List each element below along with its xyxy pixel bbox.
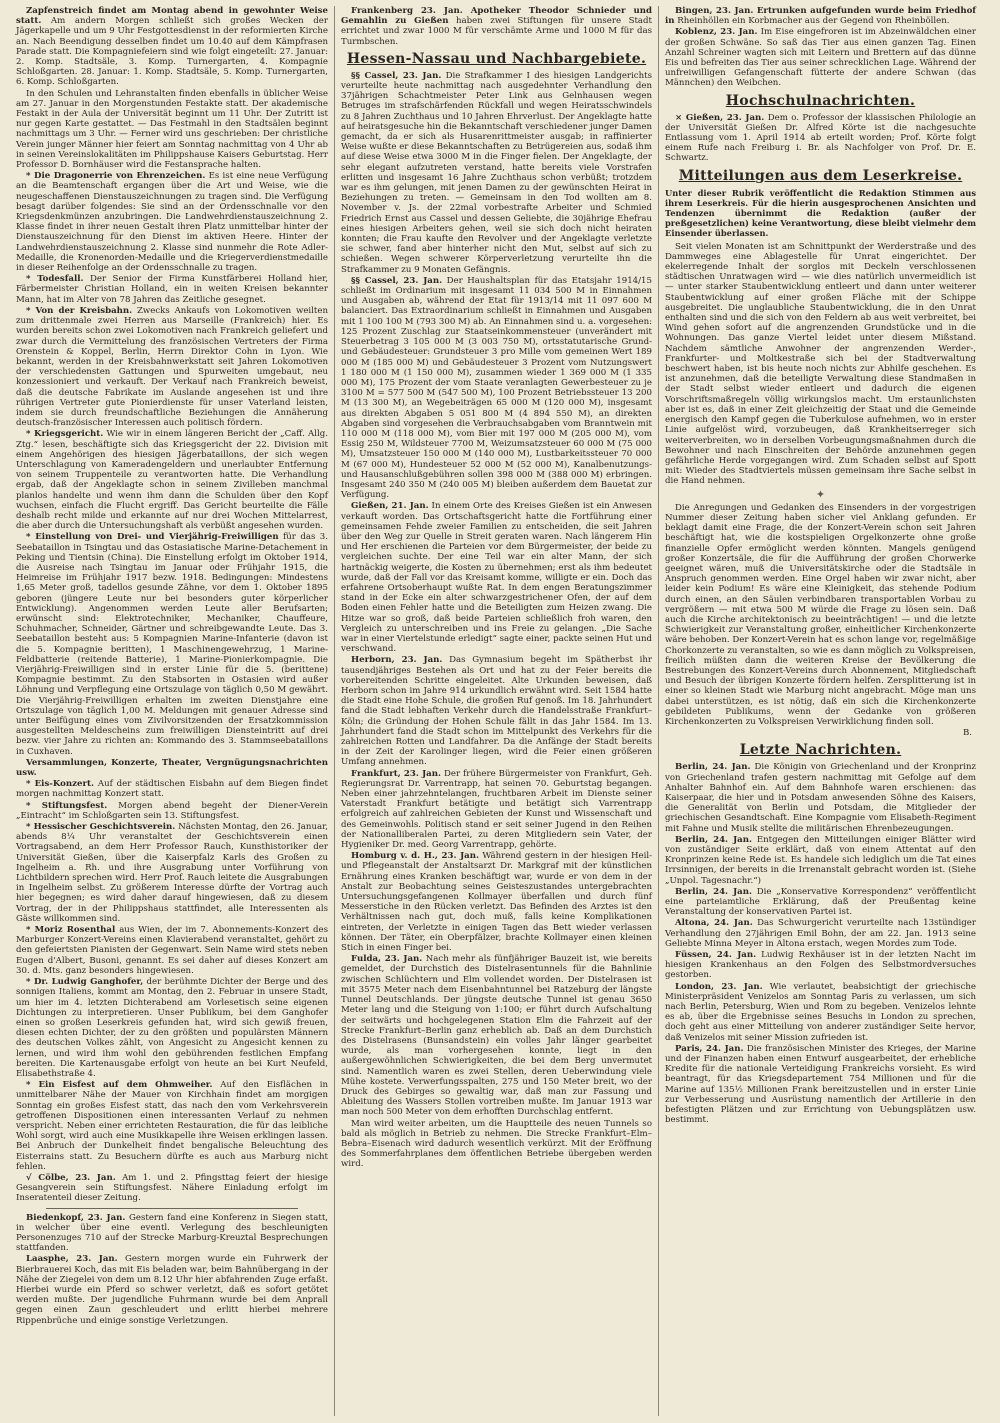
- article-text: Gestern morgen wurde ein Fuhrwerk der Bierbrauerei Koch, das mit Eis beladen war, beim Bahnübergang in der Nähe der Ziegelei von dem um 8.12 Uhr hier abfahrenden Zuge erfaßt. Hierbei wurde ein Pferd so schwer verletzt, daß es sofort getötet werden mußte. Der jugendliche Fuhrmann wurde bei dem Anprall gegen einen Zaun geschleudert und erlitt hierbei mehrere Rippenbrüche und einige sonstige Verletzungen.: [16, 1254, 329, 1326]
- article-dateline: * Eis-Konzert.: [26, 779, 94, 790]
- article-dateline: Berlin, 24. Jan.: [675, 886, 752, 897]
- article-paragraph: [16, 977, 328, 1079]
- section-heading: [665, 93, 976, 109]
- article-paragraph: [341, 6, 652, 47]
- article-dateline: Versammlungen, Konzerte, Theater, Vergnügungsnachrichten usw.: [16, 757, 328, 779]
- article-dateline: × Gießen, 23. Jan.: [675, 112, 765, 123]
- article-paragraph: [665, 1044, 976, 1126]
- article-dateline: * Dr. Ludwig Ganghofer,: [26, 977, 144, 988]
- article-text: Man wird weiter arbeiten, um die Hauptteile des neuen Tunnels so bald als möglich in Betrieb zu nehmen. Die Strecke Frankfurt–Elm–Bebra–Eisenach wird dadurch wesentlich verkürzt. Mit der Eröffnung des Sommerfahrplanes dem öffentlichen Betriebe übergeben werden wird.: [341, 1118, 652, 1170]
- article-dateline: √ Cölbe, 23. Jan.: [26, 1172, 116, 1183]
- section-heading-text: Letzte Nachrichten.: [739, 742, 902, 759]
- article-dateline: §§ Cassel, 23. Jan.: [351, 275, 443, 286]
- article-text: Seit vielen Monaten ist am Schnittpunkt der Werderstraße und des Dammweges eine Ablagestelle für Unrat eingerichtet. Der ekelerregende Inhalt der sorglos mit Deckeln verschlossenen städtischen Unratwagen wird — wie dies natürlich unvermeidlich ist — unter starker Staubentwicklung entleert und dann unter weiterer Staubentwicklung auf einer großen Fläche mit der Schippe ausgebreitet. Die unglaubliche Staubentwicklung, die in den Unrat enthalten sind und die sich von den Feldern ab aus weit verbreitet, bei Wind gehen sofort auf die angrenzenden Grundstücke und in die Wohnungen. Das ganze Viertel leidet unter diesem Mißstand. Nachdem sämtliche Anwohner der angrenzenden Werder-, Frankfurter- und Moltkestraße sich bei der Stadtverwaltung beschwert haben, ist bis heute noch nichts zur Abhilfe geschehen. Es ist anzunehmen, daß die beteiligte Verwaltung diese Standmaßen in der Stadt selbst wieder entleert und dadurch die eigenen Vorschriftsmaßregeln völlig wirkungslos macht. Um erstaunlichsten aber ist es, daß in einer Zeit gleichzeitig der Staat und die Gemeinde energisch den Kampf gegen die Tuberkulose aufnehmen, wo in erster Linie aufgelöst wird, vorzubeugen, daß Krankheitserreger sich weiterverbreiten, wo in derselben Vorbeugungsmaßnahmen durch die Bewohner und nach Einschreiten der Behörde anzunehmen gegen gefährliche Herde vorgegangen wird. Zum Schaden selbst auf Spott mit: Wieder des Stadtviertels müssen gemeinsam ihre Sache selbst in die Hand nehmen.: [665, 241, 976, 487]
- article-text: Es ist eine neue Verfügung an die Beamtenschaft ergangen über die Art und Weise, wie die neugeschaffenen Dienstauszeichnungen zu tragen sind. Die Verfügung besagt darüber folgendes: Sie sind an der Ordensschnalle vor den Kriegsdenkmünzen anzubringen. Die Landwehrdienstauszeichnung 2. Klasse findet in ihrer neuen Gestalt ihren Platz unmittelbar hinter der Dienstauszeichnung für den Dienst im aktiven Heere. Hinter der Landwehrdienstauszeichnung 2. Klasse sind nunmehr die Rote Adler-Medaille, die Kronenorden-Medaille und die Kriegerverdienstmedaille in dieser Reihenfolge an der Ordensschnalle zu tragen.: [16, 171, 329, 274]
- section-heading-text: Mitteilungen aus dem Leserkreise.: [678, 167, 963, 184]
- article-dateline: Altona, 24. Jan.: [675, 918, 753, 929]
- article-paragraph: [16, 801, 328, 821]
- article-text: Die Strafkammer I des hiesigen Landgerichts verurteilte heute nachmittag nach ausgedehnter Verhandlung den 37jährigen Schachtmeister Peter Link aus Gelnhausen wegen Betruges im strafschärfenden Rückfall und wegen Heiratsschwindels zu 8 Jahren Zuchthaus und 10 Jahren Ehrverlust. Der Angeklagte hatte auf heiratsgesuche hin die Bekanntschaft verschiedener junger Damen gemacht, da er sich als Husarenrittmeister ausgab; in raffinierter Weise wußte er diese Bekanntschaften zu Betrügereien aus, sodaß ihm auf diese Weise etwa 3000 M in die Finger fielen. Der Angeklagte, der sehr elegant aufzutreten verstand, hatte bereits viele Vorstrafen erlitten und insgesamt 16 Jahre Zuchthaus schon verbüßt; trotzdem war es ihm gelungen, mit jenen Damen zu der gewünschten Heirat in Beziehungen zu treten. — Gemeinsam in den Tod wollten am 8. November v. Js. der 22mal vorbestrafte Arbeiter und Schmied Friedrich Ernst aus Cassel und dessen Geliebte, die 30jährige Ehefrau eines hiesigen Arbeiters gehen, weil sie sich doch nicht heiraten konnten; die Frau kaufte den Revolver und der Angeklagte verletzte sie schwer, fand aber hinterher nicht den Mut, selbst auf sich zu schießen. Wegen schwerer Körperverletzung verurteilte ihn die Strafkammer zu 9 Monaten Gefängnis.: [341, 70, 652, 275]
- article-paragraph: [341, 71, 652, 275]
- article-dateline: * Die Dragonerrie von Ehrenzeichen.: [26, 171, 206, 182]
- author-signature: B.: [962, 728, 972, 739]
- article-paragraph: [16, 1080, 328, 1172]
- article-paragraph: [341, 851, 652, 953]
- article-dateline: * Todesfall.: [26, 274, 84, 285]
- article-text: Das Gymnasium begeht im Spätherbst ihr tausendjähriges Bestehen als Ort und hat zu der Feier bereits die vorbereitenden Schritte eingeleitet. Alte Urkunden beweisen, daß Herborn schon im Jahre 914 urkundlich erwähnt wird. Seit 1584 hatte die Stadt eine Hohe Schule, die großen Ruf genoß. Im 18. Jahrhundert fand die Stadt lebhaften Verkehr durch die Handelsstraße Frankfurt–Köln; die Gründung der Hohen Schule fällt in das Jahr 1584. Im 13. Jahrhundert fand die Stadt schon im Mittelpunkt des Verkehrs für die zahlreichen Rotten und Landfahrer. Da die Anfänge der Stadt bereits in der Zeit der Karolinger liegen, wird die Feier einen größeren Umfang annehmen.: [341, 655, 652, 768]
- article-text: Im Eise eingefroren ist im Abzeinwäldchen einer der großen Schwäne. So saß das Tier aus einen ganzen Tag. Einen Anzahl Schreiner wagten sich mit Leitern und Brettern auf das dünne Eis und befreiten das Tier aus seiner schrecklichen Lage. Während der unfreiwilligen Gefangenschaft fütterte der andere Schwan (das Männchen) den Weibchen.: [665, 27, 976, 89]
- article-text: Die Anregungen und Gedanken des Einsenders in der vorgestrigen Nummer dieser Zeitung haben sicher viel Anklang gefunden. Er beklagt damit eine Frage, die der Konzert-Verein schon seit Jahren beschäftigt hat, wie die kostspieligen Orgelkonzerte ohne große finanzielle Opfer ermöglicht werden könnten. Mangels genügend großer Konzertsäle, die für die Aufführung der großen Chorwerke geeignet wären, muß die Universitätskirche oder die Stadtsäle in Anspruch genommen werden. Eine Orgel haben wir zwar nicht, aber leider kein Podium! Es wäre eine Kleinigkeit, das stehende Podium durch einen, an den Säulen verbindbaren transportablen Vorbau zu vergrößern — mit etwa 500 M würde die Frage zu lösen sein. Daß auch die Kirche architektonisch zu beeinträchtigen! — und die letzte Schwierigkeit zur Veranstaltung großer, einheitlicher Kirchenkonzerte wäre behoben. Der Konzert-Verein hat es schon lange vor, regelmäßige Chorkonzerte zu veranstalten, so wie es dann möglich zu Volkspreisen, freilich müßten dann die weiteren Kreise der Bevölkerung die Bestrebungen des Konzert-Vereins durch Abonnement, Mitgliedschaft und Besuch der übrigen Konzerte fördern helfen. Zersplitterung ist in einer so kleinen Stadt wie Marburg nicht angebracht. Möge man uns dabei unterstützen, es ist nötig, daß ein sich die Kirchenkonzerte gebildeten Publikums, wenn der Gedanke von größeren Kirchenkonzerten zu Volkspreisen Verwirklichung finden soll.: [665, 502, 976, 727]
- article-dateline: Füssen, 24. Jan.: [675, 950, 757, 961]
- article-paragraph: [665, 242, 976, 487]
- article-text: für das 3. Seebataillon in Tsingtau und das Ostasiatische Marine-Detachement in Peking und Tientsin (China). Die Einstellung erfolgt im Oktober 1914, die Ausreise nach Tsingtau im Januar oder Frühjahr 1915, die Heimreise im Frühjahr 1917 bezw. 1918. Bedingungen: Mindestens 1,65 Meter groß, tadellos gesunde Zähne, vor dem 1. Oktober 1895 geboren (jüngere Leute nur bei besonders guter körperlicher Entwicklung). Angenommen werden Leute aller Berufsarten; erwünscht sind: Elektrotechniker, Mechaniker, Chauffeure, Schuhmacher, Schneider, Gärtner und schreibgewandte Leute. Das 3. Seebataillon besteht aus: 5 Kompagnien Marine-Infanterie (davon ist die 5. Kompagnie beritten), 1 Maschinengewehrzug, 1 Marine-Feldbatterie (reitende Batterie), 1 Marine-Pionierkompagnie. Die Vierjährig-Freiwilligen sind in erster Linie für die 5. (berittene) Kompagnie bestimmt. Zu den Stabsorten in Ostasien wird außer Löhnung und Verpflegung eine Ortszulage von täglich 0,50 M gewährt. Die Vierjährig-Freiwilligen erhalten im zweiten Dienstjahre eine Ortszulage von täglich 1,00 M. Meldungen mit genauer Adresse sind unter Beifügung eines vom Zivilvorsitzenden der Ersatzkommission ausgestellten Meldescheins zum freiwilligen Diensteintritt auf drei bezw. vier Jahre zu richten an: Kommando des 3. Stammseebataillons in Cuxhaven.: [16, 532, 329, 757]
- article-paragraph: [341, 276, 652, 500]
- article-text: Wie verlautet, beabsichtigt der griechische Ministerpräsident Venizelos am Sonntag Paris zu verlassen, um sich nach Berlin, Petersburg, Wien und Rom zu begeben. Venizelos lehnte es ab, über die Ergebnisse seines Besuchs in London zu sprechen, doch geht aus einer Mitteilung von anderer zuständiger Seite hervor, daß Venizelos mit seiner Mission zufrieden ist.: [665, 981, 977, 1043]
- article-text: Der Haushaltsplan für das Etatsjahr 1914/15 schließt im Ordinarium mit insgesamt 11 034 500 M in Einnahmen und Ausgaben ab, während der Etat für 1913/14 mit 11 097 600 M balanciert. Das Extraordinarium schließt in Einnahmen und Ausgaben mit 1 100 100 M (793 300 M) ab. An Einnahmen sind u. a. vorgesehen: 125 Prozent Zuschlag zur Staatseinkommensteuer (unverändert mit Steuerbetrag 3 105 000 M (3 003 750 M), ortsstatutarische Grund- und Gebäudesteuer: Grundsteuer 3 pro Mille vom gemeinen Wert 189 000 M (185 000 M) und Gebäudesteuer 3 Prozent vom Nutzungswert 1 180 000 M (1 150 000 M), zusammen wieder 1 369 000 M (1 335 000 M), 175 Prozent der vom Staate veranlagten Gewerbesteuer zu je 3100 M = 577 500 M (547 500 M), 100 Prozent Betriebssteuer 13 200 M (13 300 M), an Wegebeiträgen 65 000 M (120 000 M), insgesamt aus direkten Abgaben 5 051 800 M (4 894 550 M), an direkten Abgaben sind vorgesehen die Verbrauchsabgaben vom Branntwein mit 110 000 M (118 000 M), vom Bier mit 197 000 M (205 000 M), vom Essig 250 M, Wildsteuer 7700 M, Weizumsatzsteuer 60 000 M (75 000 M), Umsatzsteuer 150 000 M (140 000 M), Lustbarkeitssteuer 70 000 M (67 000 M), Hundesteuer 52 000 M (52 000 M), Kanalbenutzungs- und Hausanschlußgebühren sollen 398 000 M (388 000 M) erbringen. Insgesamt 240 350 M (240 005 M) bleiben außerdem dem Bauetat zur Verfügung.: [341, 275, 652, 501]
- article-paragraph: [16, 274, 328, 305]
- article-text: Auf den Eisflächen in unmittelbarer Nähe der Mauer von Kirchhain findet am morgigen Sonntag ein großes Eisfest statt, das nach den vom Verkehrsverein getroffenen Dispositionen einen interessanten Verlauf zu nehmen verspricht. Neben einer errichteten Restauration, die für das leibliche Wohl sorgt, wird auch eine Musikkapelle ihre Weisen erklingen lassen. Bei Anbruch der Dunkelheit findet bengalische Beleuchtung des Eisterrains statt. Zu Besuchern dürfte es auch aus Marburg nicht fehlen.: [16, 1080, 328, 1172]
- article-text: Am andern Morgen schließt sich großes Wecken der Jägerkapelle und um 9 Uhr Festgottesdienst in der reformierten Kirche an. Nach Beendigung desselben findet um 10.40 auf dem Kämpfrasen Parade statt. Die Kompagniefeiern sind wie folgt eingeteilt: 27. Januar: 2. Komp. Stadtsäle, 3. Komp. Turnergarten, 4. Kompagnie Schloßgarten. 28. Januar: 1. Komp. Stadtsäle, 5. Komp. Turnergarten, 6. Komp. Schloßgarten.: [16, 16, 328, 88]
- article-paragraph: [16, 1173, 328, 1204]
- article-text: Wie wir in einem längeren Bericht der „Caff. Allg. Ztg.“ lesen, beschäftigte sich das Kriegsgericht der 22. Division mit einem Angehörigen des hiesigen Jägerbataillons, der sich wegen Unterschlagung von Kameradengeldern und unerlaubter Entfernung von seinem Truppenteile zu verantworten hatte. Die Verhandlung ergab, daß der Angeklagte schon in seinem Zivilleben manchmal planlos handelte und wenn ihm dann die Schulden über den Kopf wuchsen, einfach die Flucht ergriff. Das Gericht beurteilte die Fälle deshalb recht milde und erkannte auf nur drei Wochen Mittelarrest, die aber durch die Untersuchungshaft als verbüßt angesehen wurden.: [16, 429, 328, 532]
- article-dateline: London, 23. Jan.: [675, 981, 763, 992]
- article-dateline: Homburg v. d. H., 23. Jan.: [351, 851, 479, 862]
- article-text: Entgegen den Mitteilungen einiger Blätter wird von zuständiger Seite erklärt, daß von einem Attentat auf den Kronprinzen keine Rede ist. Es handele sich lediglich um die Tat eines Irrsinnigen, der bereits in die Irrenanstalt gebracht worden ist. (Siehe „Unpol. Tagesnachr.“): [665, 834, 976, 886]
- article-paragraph: [341, 1119, 652, 1170]
- editorial-notice: Unter dieser Rubrik veröffentlicht die Redaktion Stimmen aus ihrem Leserkreis. Für die hierin ausgesprochenen Ansichten und Tendenzen übernimmt die Redaktion (außer der preßgesetzlichen) keine Verantwortung, diese bleibt vielmehr dem Einsender überlassen.: [665, 187, 976, 238]
- section-heading-text: Hessen-Nassau und Nachbargebiete.: [346, 50, 647, 67]
- article-dateline: Bingen, 23. Jan. Ertrunken aufgefunden wurde beim Friedhof in: [665, 6, 976, 27]
- section-heading: [665, 168, 976, 184]
- article-paragraph: [665, 982, 976, 1043]
- column-left: [10, 6, 334, 1416]
- article-dateline: Gießen, 21. Jan.: [351, 501, 429, 512]
- article-text: In einem Orte des Kreises Gießen ist ein Anwesen verkauft worden. Das Ortschaftsgericht hatte die Fortführung einer gemeinsamen Fehde zweier Familien zu entscheiden, die seit Jahren über den Weg zur Quelle in Streit geraten waren. Nach längerem Hin und Her erschienen die Parteien vor dem Bürgermeister, der beide zu vergleichen suchte. Der eine Teil war ein alter Mann, der sich hartnäckig weigerte, die Kosten zu übernehmen; erst als ihm bedeutet wurde, daß der Fall vor das Kreisamt komme, willigte er ein. Doch das erfahrene Ortsoberhaupt wußte Rat. In dem engen Beratungszimmer stand in der Ecke ein alter schwarzgestrichener Ofen, der auf dem Boden einen Fehler hatte und die Beteiligten zum Heizen zwang. Die Hitze war so groß, daß beide Parteien schließlich froh waren, den Vergleich zu unterschreiben und ins Freie zu gelangen. „Die Sache war in einer Viertelstunde erledigt“ sagte einer, packte seinen Hut und verschwand.: [341, 501, 652, 655]
- column-right: [658, 6, 982, 1416]
- article-text: In den Schulen und Lehranstalten finden ebenfalls in üblicher Weise am 27. Januar in den Morgenstunden Festakte statt. Der akademische Festakt in der Aula der Universität beginnt um 11 Uhr. Der Zutritt ist nur gegen Karte gestattet. — Das Festmahl in den Stadtsälen beginnt nachmittags um 3 Uhr. — Ferner wird uns geschrieben: Der christliche Verein junger Männer hier feiert am Sonntag nachmittag von 4 Uhr ab in seinen Vereinslokalitäten im Philippshause Kaisers Geburtstag. Herr Professor D. Bornhäuser wird die Festansprache halten.: [16, 88, 328, 171]
- article-paragraph: [341, 655, 652, 767]
- column-middle: [334, 6, 658, 1416]
- article-text: Das Schwurgericht verurteilte nach 13stündiger Verhandlung den 27jährigen Emil Bohn, der am 22. Jan. 1913 seine Geliebte Minna Meyer in Altona erstach, wegen Mordes zum Tode.: [665, 918, 976, 949]
- article-paragraph: [665, 762, 976, 833]
- section-heading-text: Hochschulnachrichten.: [725, 92, 916, 109]
- article-text: Nächsten Montag, den 26. Januar, abends 8¼ Uhr veranstaltet der Geschichtsverein einen Vortragsabend, an dem Herr Professor Rauch, Kunsthistoriker der Universität Gießen, über die Kaiserpfalz Karls des Großen zu Ingelheim a. Rh. und ihre Ausgrabung unter Vorführung von Lichtbildern sprechen wird. Herr Prof. Rauch leitete die Ausgrabungen in Ingelheim selbst. Zu größerem Interesse dürfte der Vortrag auch hier begegnen; es wird daher darauf hingewiesen, daß zu diesem Vortrag, der in der Philippshaus stattfindet, alle Interessenten als Gäste willkommen sind.: [16, 822, 328, 924]
- article-dateline: * Moriz Rosenthal: [26, 925, 116, 936]
- article-dateline: * Hessischer Geschichtsverein.: [26, 822, 176, 833]
- article-dateline: * Stiftungsfest.: [26, 800, 108, 811]
- article-dateline: Fulda, 23. Jan.: [351, 954, 423, 965]
- article-dateline: Frankenberg 23. Jan. Apotheker Theodor Schnieder und Gemahlin zu Gießen: [341, 6, 652, 27]
- article-paragraph: [341, 769, 652, 851]
- article-dateline: Koblenz, 23. Jan.: [675, 27, 758, 38]
- article-paragraph: [16, 171, 328, 273]
- article-paragraph: [16, 429, 328, 531]
- article-text: Nach mehr als fünfjähriger Bauzeit ist, wie bereits gemeldet, der Durchstich des Distelrasentunnels für die Bahnlinie zwischen Schlüchtern und Elm vollendet worden. Der Distelrasen ist mit 3575 Meter nach dem Eisenbahntunnel bei Ratzeburg der längste Tunnel Deutschlands. Der jüngste deutsche Tunnel ist genau 3650 Meter lang und die Steigung von 1:100; er führt durch Aufschaltung der seitwärts und hochgelegenen Station Elm die Fahrzeit auf der Strecke Frankfurt–Berlin ganz erheblich ab. Daß an dem Durchstich des Distelrasens (Bunsandstein) ein volles Jahr länger gearbeitet wurde, als man vorhergesehen konnte, liegt in den außergewöhnlichen Schwierigkeiten, die bei dem Berg unvermutet sind. Namentlich waren es zwei Stellen, deren Ueberwindung viele Mühe kostete. Verwerfungsspalten, 275 und 150 Meter breit, wo der Druck des Gebirges so gewaltig war, daß man zur Fassung und Ableitung des Wassers Stollen vortreiben mußte. Im Januar 1913 war man noch 500 Meter von dem erhofften Durchschlag entfernt.: [341, 954, 653, 1118]
- article-paragraph: [16, 6, 328, 88]
- article-dateline: * Einstellung von Drei- und Vierjährig-Freiwilligen: [26, 532, 279, 543]
- article-paragraph: [16, 1213, 328, 1254]
- article-paragraph: [665, 113, 976, 164]
- article-paragraph: [665, 887, 976, 918]
- article-text: haben zwei Stiftungen für unsere Stadt errichtet und zwar 1000 M für verschämte Arme und 1000 M für das Turmbschen.: [341, 16, 653, 47]
- article-text: aus Wien, der im 7. Abonnements-Konzert des Marburger Konzert-Vereins einen Klavierabend veranstaltet, gehört zu den gefeiertsten Pianisten der Gegenwart. Sein Name wird stets neben Eugen d'Albert, Busoni, genannt. Es sei daher auf dieses Konzert am 30. d. Mts. ganz besonders hingewiesen.: [16, 925, 328, 976]
- article-paragraph: [16, 1254, 328, 1325]
- article-text: Die französischen Minister des Krieges, der Marine und der Finanzen haben einen Entwurf ausgearbeitet, der erhebliche Kredite für die nationale Verteidigung Frankreichs vorsieht. Es wird beantragt, für das Kriegsdepartement 754 Millionen und für die Marine auf 135½ Millionen Frank bereitzustellen und in erster Linie zur Verbesserung und Ausrüstung namentlich der Artillerie in den befestigten Plätzen und zur Errichtung von Uebungsplätzen usw. bestimmt.: [665, 1043, 977, 1126]
- article-dateline: * Kriegsgericht.: [26, 429, 104, 440]
- article-paragraph: [16, 779, 328, 799]
- article-paragraph: [665, 27, 976, 88]
- article-dateline: Herborn, 23. Jan.: [351, 655, 443, 666]
- article-dateline: Zapfenstreich findet am Montag abend in gewohnter Weise statt.: [16, 6, 328, 27]
- article-dateline: Berlin, 24. Jan.: [675, 834, 752, 845]
- article-paragraph: [341, 501, 652, 654]
- article-paragraph: [16, 89, 328, 171]
- article-paragraph: [665, 503, 976, 727]
- article-text: Während gestern in der hiesigen Heil- und Pflegeanstalt der Anstaltsarzt Dr. Markgraf mit der künstlichen Ernährung eines Kranken beschäftigt war, wurde er von dem in der Anstalt zur Beobachtung seines Geisteszustandes untergebrachten Untersuchungsgefangenen Kollmayer überfallen und durch fünf Messerstiche in den Rücken verletzt. Das Befinden des Arztes ist den Verhältnissen nach gut, doch muß, falls keine Komplikationen eintreten, der Verletzte in einigen Tagen das Bett wieder verlassen können. Der Täter, ein Oberpfälzer, brachte Kollmayer einen kleinen Stich in einen Finger bei.: [341, 851, 653, 954]
- article-paragraph: [665, 918, 976, 949]
- article-paragraph: [665, 950, 976, 981]
- article-paragraph: [16, 532, 328, 756]
- section-heading: [341, 51, 652, 67]
- article-text: Der Senior der Firma Kunstfärberei Holland hier, Färbermeister Christian Holland, ein in weiten Kreisen bekannter Mann, hat im Alter von 78 Jahren das Zeitliche gesegnet.: [16, 274, 329, 305]
- subsection-heading: [16, 758, 328, 778]
- article-text: Auf der städtischen Eisbahn auf dem Biegen findet morgen nachmittag Konzert statt.: [16, 779, 329, 800]
- article-text: Zwecks Ankaufs von Lokomotiven weilten zum drittenmale zwei Herren aus Marseille (Frankreich) hier. Es wurden bereits schon zwei Lokomotiven nach Frankreich geliefert und zwar durch die Vermittelung des französischen Vertreters der Firma Orenstein & Koppel, Berlin, Herrn Direktor Cohn in Lyon. Wie bekannt, werden in der Kreisbahnwerkstatt seit Jahren Lokomotiven der verschiedensten Gattungen und Spurweiten umgebaut, neu konzessioniert und verkauft. Der Verkauf nach Frankreich beweist, daß die deutsche Fabrikate im Auslande angesehen ist und ihre rührigen Vertreter gute Pionierdienste für unser Vaterland leisten, indem sie durch freundschaftliche Beziehungen die Annäherung deutsch-französischer Interessen auch politisch fördern.: [16, 305, 329, 429]
- article-text: Der frühere Bürgermeister von Frankfurt, Geh. Regierungsrat Dr. Varrentrapp, hat seinen 70. Geburtstag begangen. Neben einer jahrzehntelangen, fruchtbaren Arbeit im Dienste seiner Vaterstadt Frankfurt betätigte und betätigt sich Varrentrapp erfolgreich auf zahlreichen Gebieten der Kunst und Wissenschaft und des Gemeinwohls. Politisch stand er seit seiner Jugend in den Reihen der Nationalliberalen Partei, zu deren Mitgliedern sein Vater, der Hygieniker Dr. med. Georg Varrentrapp, gehörte.: [341, 768, 652, 851]
- ornament-divider: ✦: [815, 487, 826, 501]
- article-paragraph: [16, 306, 328, 428]
- article-dateline: Frankfurt, 23. Jan.: [351, 768, 441, 779]
- divider: [46, 1208, 298, 1209]
- article-text: Gestern fand eine Konferenz in Siegen statt, in welcher über eine eventl. Verlegung des beschleunigten Personenzuges 710 auf der Strecke Marburg-Kreuztal Besprechungen stattfanden.: [16, 1212, 328, 1254]
- article-text: Die Königin von Griechenland und der Kronprinz von Griechenland trafen gestern nachmittag mit Gefolge auf dem Anhalter Bahnhof ein. Auf dem Bahnhofe waren erschienen: das Kaiserpaar, die hier und in Potsdam anwesenden Söhne des Kaisers, die Generalität von Berlin und Potsdam, die Mitglieder der griechischen Gesandtschaft. Eine Kompagnie vom Elisabeth-Regiment mit Fahne und Musik stellte die militärischen Ehrenbezeugungen.: [665, 762, 977, 834]
- article-dateline: Paris, 24. Jan.: [675, 1043, 744, 1054]
- article-dateline: Laasphe, 23. Jan.: [26, 1254, 118, 1265]
- article-dateline: * Von der Kreisbahn.: [26, 305, 133, 316]
- article-dateline: §§ Cassel, 23. Jan.: [351, 70, 442, 81]
- article-text: Morgen abend begeht der Diener-Verein „Eintracht“ im Schloßgarten sein 13. Stiftungsfest.: [16, 800, 328, 821]
- article-paragraph: [665, 835, 976, 886]
- article-paragraph: [16, 822, 328, 924]
- article-text: Rheinhöllen ein Korbmacher aus der Gegend von Rheinböllen.: [677, 16, 950, 27]
- article-paragraph: [665, 6, 976, 26]
- article-text: Die „Konservative Korrespondenz“ veröffentlicht eine parteiamtliche Erklärung, daß der Preußentag keine Veranstaltung der konservativen Partei ist.: [665, 886, 976, 918]
- article-text: der berühmte Dichter der Berge und des sonnigen Italiens, kommt am Montag, den 2. Februar in unsere Stadt, um hier im 4. letzten Dichterabend am Vorlesetisch seine eigenen Dichtungen zu interpretieren. Unser Publikum, bei dem Ganghofer einen so großen Leserkreis gefunden hat, wird sich gewiß freuen, diesen echten Dichter, der zu den größten und populärsten Männern des deutschen Volkes zählt, von Angesicht zu Angesicht kennen zu lernen, und wird ihm wohl den gebührenden festlichen Empfang bereiten. Die Kartenausgabe erfolgt von heute an bei Kurt Neufeld, Elisabethstraße 4.: [16, 977, 329, 1079]
- article-dateline: Berlin, 24. Jan.: [675, 762, 751, 773]
- article-text: Am 1. und 2. Pfingsttag feiert der hiesige Gesangverein sein Stiftungsfest. Nähere Einladung erfolgt im Inseratenteil dieser Zeitung.: [16, 1172, 328, 1204]
- section-heading: [665, 742, 976, 758]
- article-dateline: * Ein Eisfest auf dem Ohmweiher.: [26, 1080, 213, 1091]
- article-text: Dem o. Professor der klassischen Philologie an der Universität Gießen Dr. Alfred Körte ist die nachgesuchte Entlassung vom 1. April 1914 ab erteilt worden; Prof. Körte folgt einem Rufe nach Freiburg i. Br. als Nachfolger von Prof. Dr. E. Schwartz.: [665, 112, 977, 164]
- article-paragraph: [16, 925, 328, 976]
- article-dateline: Biedenkopf, 23. Jan.: [26, 1212, 126, 1223]
- article-text: Ludwig Rexhäuser ist in der letzten Nacht im hiesigen Krankenhaus an den Folgen des Selbstmordversuches gestorben.: [665, 950, 976, 981]
- article-paragraph: [341, 954, 652, 1117]
